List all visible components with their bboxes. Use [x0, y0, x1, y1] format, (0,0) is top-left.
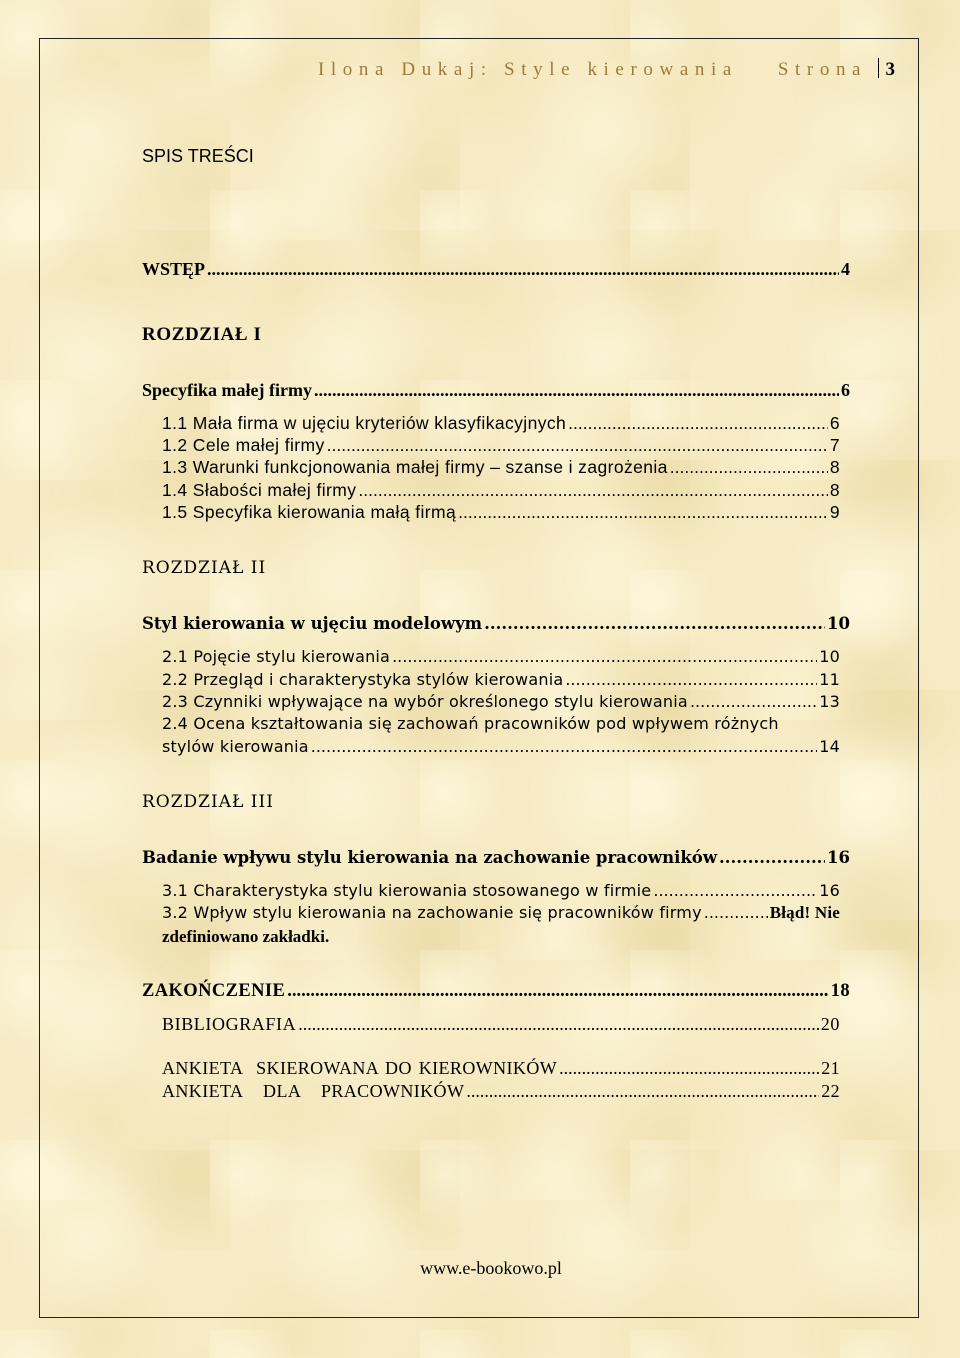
toc-entry-zakonczenie[interactable] — [142, 981, 850, 1002]
toc-leader-dots — [568, 413, 828, 434]
toc-title: SPIS TREŚCI — [142, 146, 254, 166]
toc-entry-wstep[interactable] — [142, 259, 850, 280]
toc-leader-dots — [207, 259, 839, 280]
footer-url[interactable]: www.e-bookowo.pl — [420, 1258, 562, 1278]
chapter-heading-3: ROZDZIAŁ III — [142, 792, 274, 812]
toc-entry-2-4-line1[interactable]: 2.4 Ocena kształtowania się zachowań pracowników pod wpływem różnych — [162, 714, 779, 733]
toc-entry-label: 2.3 Czynniki wpływające na wybór określonego stylu kierowania — [162, 692, 688, 711]
header-separator — [878, 58, 879, 78]
toc-leader-dots — [466, 1081, 819, 1102]
toc-entry-page: 7 — [829, 435, 840, 455]
toc-entry-page: 6 — [841, 380, 850, 400]
toc-entry-page: 14 — [819, 737, 840, 756]
toc-entry-label: 1.5 Specyfika kierowania małą firmą — [162, 502, 457, 522]
toc-entry-label: Badanie wpływu stylu kierowania na zachowanie pracowników — [142, 848, 718, 867]
toc-entry-ankieta-pracownicy[interactable] — [162, 1081, 840, 1102]
toc-entry-label: 2.1 Pojęcie stylu kierowania — [162, 647, 391, 666]
toc-entry-chapter-1[interactable] — [142, 380, 850, 401]
toc-entry-label: 1.1 Mała firma w ujęciu kryteriów klasyfikacyjnych — [162, 413, 567, 433]
toc-entry-1-2[interactable] — [162, 435, 840, 456]
toc-leader-dots — [719, 848, 825, 867]
toc-entry-3-1[interactable] — [162, 881, 840, 900]
toc-entry-page: 21 — [821, 1058, 840, 1078]
toc-leader-dots — [311, 737, 817, 756]
toc-leader-dots — [484, 614, 825, 633]
toc-leader-dots — [392, 647, 817, 666]
toc-entry-label: 1.2 Cele małej firmy — [162, 435, 325, 455]
toc-entry-2-3[interactable] — [162, 692, 840, 711]
toc-entry-page: 10 — [819, 647, 840, 666]
header-page-word: Strona — [777, 59, 868, 80]
toc-entry-1-4[interactable] — [162, 480, 840, 501]
toc-entry-page: 9 — [829, 502, 840, 522]
toc-entry-3-2[interactable] — [162, 903, 840, 923]
toc-entry-page: 22 — [821, 1081, 840, 1101]
toc-leader-dots — [287, 981, 829, 1002]
toc-entry-page: 8 — [829, 457, 840, 477]
toc-entry-label: Specyfika małej firmy — [142, 380, 312, 400]
toc-entry-label: ANKIETA SKIEROWANA DO KIEROWNIKÓW — [162, 1058, 558, 1078]
toc-entry-chapter-3[interactable] — [142, 848, 850, 867]
toc-entry-page: 20 — [820, 1014, 840, 1034]
toc-entry-bibliografia[interactable] — [162, 1014, 840, 1035]
toc-entry-page: 18 — [830, 981, 850, 1001]
toc-entry-label: WSTĘP — [142, 259, 206, 279]
toc-entry-error: Błąd! Nie — [769, 903, 840, 922]
toc-leader-dots — [559, 1058, 819, 1079]
toc-leader-dots — [314, 380, 839, 401]
chapter-heading-1: ROZDZIAŁ I — [142, 324, 262, 345]
toc-leader-dots — [327, 435, 828, 456]
toc-entry-2-4[interactable] — [162, 737, 840, 756]
running-header — [318, 58, 895, 81]
toc-entry-page: 16 — [827, 848, 850, 867]
header-author-title: Ilona Dukaj: Style kierowania — [318, 59, 738, 80]
toc-entry-label: 3.2 Wpływ stylu kierowania na zachowanie się pracowników firmy — [162, 903, 702, 922]
toc-entry-ankieta-kierownicy[interactable] — [162, 1058, 840, 1079]
toc-entry-2-2[interactable] — [162, 670, 840, 689]
toc-entry-page: 16 — [819, 881, 840, 900]
toc-entry-label: ANKIETA DLA PRACOWNIKÓW — [162, 1081, 465, 1101]
toc-leader-dots — [458, 502, 828, 523]
toc-entry-label: ZAKOŃCZENIE — [142, 981, 286, 1001]
toc-entry-label: 1.3 Warunki funkcjonowania małej firmy – szanse i zagrożenia — [162, 457, 668, 477]
toc-leader-dots — [653, 881, 817, 900]
toc-entry-page: 11 — [819, 670, 840, 689]
toc-entry-label: 3.1 Charakterystyka stylu kierowania stosowanego w firmie — [162, 881, 652, 900]
toc-entry-2-1[interactable] — [162, 647, 840, 666]
toc-leader-dots — [565, 670, 817, 689]
toc-entry-error-line2: zdefiniowano zakładki. — [162, 927, 330, 946]
toc-entry-1-5[interactable] — [162, 502, 840, 523]
toc-entry-page: 13 — [819, 692, 840, 711]
toc-entry-label: 2.2 Przegląd i charakterystyka stylów kierowania — [162, 670, 564, 689]
toc-leader-dots — [670, 457, 828, 478]
toc-entry-page: 6 — [829, 413, 840, 433]
toc-leader-dots — [298, 1014, 819, 1035]
toc-entry-label: BIBLIOGRAFIA — [162, 1014, 297, 1034]
toc-leader-dots — [704, 903, 768, 922]
toc-entry-page: 4 — [841, 259, 850, 279]
toc-entry-label: Styl kierowania w ujęciu modelowym — [142, 614, 483, 633]
chapter-heading-2: ROZDZIAŁ II — [142, 558, 267, 578]
toc-entry-page: 8 — [829, 480, 840, 500]
toc-entry-label: stylów kierowania — [162, 737, 309, 756]
toc-entry-1-3[interactable] — [162, 457, 840, 478]
toc-entry-page: 10 — [827, 614, 850, 633]
toc-entry-chapter-2[interactable] — [142, 614, 850, 633]
toc-entry-label: 1.4 Słabości małej firmy — [162, 480, 357, 500]
toc-entry-1-1[interactable] — [162, 413, 840, 434]
toc-leader-dots — [358, 480, 827, 501]
toc-leader-dots — [690, 692, 817, 711]
footer — [0, 1258, 960, 1279]
header-page-number: 3 — [885, 59, 895, 80]
